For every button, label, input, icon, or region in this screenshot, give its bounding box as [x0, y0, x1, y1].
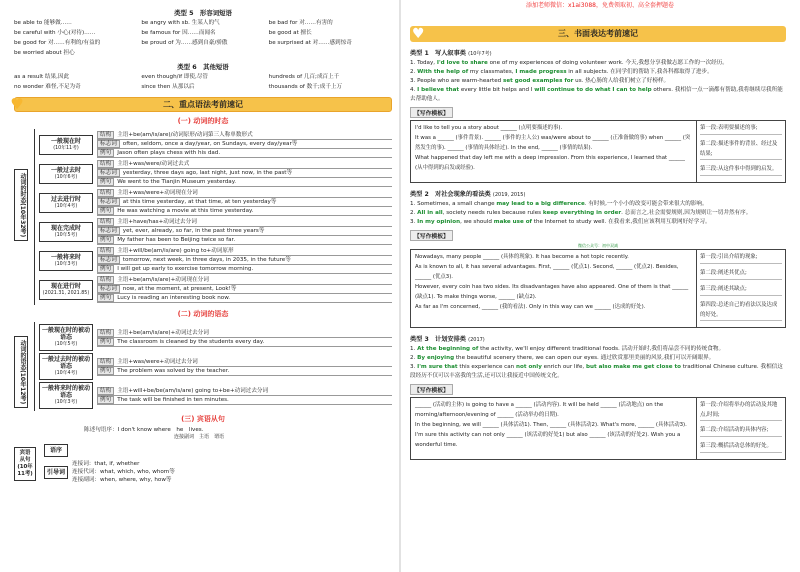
- template-line: As is known to all, it has several advantages. First, ______ (优点1). Second, ______ (优点2). Besides, ______ (优点3).: [415, 264, 679, 280]
- phrase-item: as a result 结果,因此: [14, 74, 70, 80]
- tense-row: [97, 247, 392, 256]
- tense-note: (2021.31, 2021.85): [42, 290, 90, 296]
- template3-box: [410, 397, 786, 460]
- voice-note: (10年4考): [54, 371, 78, 376]
- tense-row: [97, 227, 392, 236]
- type1-heading: 类型 1 写人叙事类 (10年7考): [410, 50, 492, 57]
- key-phrase: I believe that: [417, 87, 460, 93]
- voice-group: [39, 353, 392, 380]
- type3-sentences: [410, 345, 786, 381]
- sentence-text: this experience can: [457, 364, 516, 370]
- clause-subtitle: (三) 宾语从句: [181, 415, 225, 423]
- tense-name-text: 现在进行时: [50, 282, 81, 290]
- tense-row-text: 主语+was/were/动词过去式: [117, 161, 190, 167]
- voice-name: [39, 382, 93, 409]
- sentence: [410, 59, 786, 68]
- voice-name: [39, 324, 93, 351]
- sentence-text: 3.: [410, 219, 418, 225]
- key-phrase: will continue to do what I can to help: [534, 87, 652, 93]
- template-line: I'd like to tell you a story about ______ (点明要描述的事).: [415, 125, 563, 131]
- key-phrase: In my opinion: [417, 219, 461, 225]
- sentence-text: enrich our life,: [541, 364, 586, 370]
- phrase-item: be famous for 因……而闻名: [141, 30, 216, 36]
- tense-row-text: at this time yesterday, at that time, at ten yesterday等: [122, 199, 277, 205]
- tense-row-text: tomorrow, next week, in three days, in 2035, in the future等: [122, 257, 291, 263]
- tense-rows: [97, 131, 392, 158]
- voice-group: [39, 382, 392, 409]
- tense-row-text: Lucy is reading an interesting book now.: [117, 295, 231, 301]
- template-step: 第一段:引出介绍的现象;: [700, 252, 782, 264]
- tense-row: [97, 207, 392, 216]
- key-phrase: I'm sure that: [417, 364, 458, 370]
- sentence-text: my classmates,: [468, 69, 516, 75]
- voice-row: [97, 396, 392, 405]
- sentence: [410, 209, 786, 218]
- tense-row-text: He was watching a movie at this time yesterday.: [117, 208, 254, 214]
- template-body: [411, 250, 697, 327]
- tense-name: [39, 135, 93, 155]
- tense-row: [97, 294, 392, 303]
- voice-label: 动词的语态(10年12考): [14, 336, 28, 408]
- tense-row: [97, 276, 392, 285]
- voice-tree: [14, 322, 392, 411]
- tense-row-key: 例句: [97, 236, 114, 244]
- sentence-text: 2.: [410, 69, 418, 75]
- template1-box: [410, 120, 786, 183]
- template-step: 第一段:表明要描述的事;: [700, 123, 782, 135]
- tense-row-text: 主语+was/were+动词现在分词: [117, 190, 198, 196]
- template-step: 第三段:阐述其缺点;: [700, 284, 782, 296]
- tense-row-key: 结构: [97, 131, 114, 139]
- tense-name: [39, 222, 93, 242]
- template2-box: [410, 249, 786, 328]
- right-page: [400, 0, 800, 572]
- tense-rows: [97, 247, 392, 274]
- sentence: [410, 86, 786, 104]
- type5-phrases: [14, 20, 392, 57]
- template-step: 第三段:概括活动总体的好处。: [700, 441, 782, 453]
- key-phrase: By enjoying: [417, 355, 455, 361]
- section3-banner: [410, 26, 786, 42]
- key-phrase: I made progress: [515, 69, 567, 75]
- sentence-text: others. 我相信一点一滴都有帮助,我将继续尽我所能去帮助他人。: [410, 87, 783, 102]
- template-line: ______ (活动的主体) is going to have a ______ (活动内容). It will be held ______ (活动地点) on the morning/afternoon/evening of ______ (活动举办的日期).: [415, 402, 664, 418]
- sentence-text: , society needs rules because rules: [442, 210, 543, 216]
- sentence: [410, 363, 786, 381]
- key-phrase: At the beginning of: [417, 346, 479, 352]
- clause-intro-label: 引导词: [44, 466, 68, 479]
- tense-note: (10年5考): [54, 232, 78, 238]
- template-line: What happened that day left me with a deep impression. From this experience, I learned that ______ (从中得到的启发或经验).: [415, 155, 686, 171]
- key-phrase: With the help of: [417, 69, 469, 75]
- tense-label: 动词的时态(10年32考): [14, 169, 28, 241]
- tense-row-text: My father has been to Beijing twice so far.: [117, 237, 236, 243]
- type1-sentences: [410, 59, 786, 104]
- voice-row-key: 例句: [97, 396, 114, 404]
- template-side: [697, 121, 785, 182]
- phrase-item: even though/if 即使,尽管: [141, 74, 208, 80]
- tense-name-text: 一般过去时: [50, 166, 81, 174]
- phrase-item: be bad for 对……有害的: [268, 20, 333, 26]
- clause-order-label: 语序: [44, 444, 68, 457]
- sentence-text: 4.: [410, 87, 418, 93]
- template-side: [697, 398, 785, 459]
- tense-row-key: 例句: [97, 265, 114, 273]
- tense-row: [97, 160, 392, 169]
- phrase-item: be good at 擅长: [268, 30, 312, 36]
- tense-row-text: We went to the Tianjin Museum yesterday.: [117, 179, 236, 185]
- tense-row-key: 例句: [97, 178, 114, 186]
- sentence-text: traditional Chinese culture. 我相信这段经历不仅可以丰富我的生活,还可以让我接近中国传统文化。: [410, 364, 783, 379]
- phrase-item: be surprised at 对……感到惊奇: [268, 40, 352, 46]
- tense-row-text: 主语+have/has+动词过去分词: [117, 219, 197, 225]
- sentence-text: in all subjects. 在同学们的帮助下,我各科都取得了进步。: [566, 69, 713, 75]
- voice-row: [97, 367, 392, 376]
- tense-row-key: 标志词: [97, 285, 120, 293]
- tense-rows: [97, 160, 392, 187]
- voice-groups: [34, 322, 392, 411]
- clause-label: 宾语从句(10年11考): [14, 447, 36, 481]
- tense-group: [39, 189, 392, 216]
- voice-name-text: 一般现在时的被动语态: [41, 327, 90, 341]
- sentence-text: one of my experiences of doing volunteer work. 今天,我想分享我做志愿工作的一次经历。: [487, 60, 728, 66]
- type6-title: 类型 6 其他短语: [177, 63, 229, 71]
- sentence: [410, 218, 786, 227]
- sentence: [410, 68, 786, 77]
- tense-row-key: 标志词: [97, 198, 120, 206]
- voice-row: [97, 329, 392, 338]
- key-phrase: keep everything in order: [542, 210, 622, 216]
- tense-row: [97, 140, 392, 149]
- tense-row-text: I will get up early to exercise tomorrow morning.: [117, 266, 254, 272]
- template-body: [411, 398, 697, 459]
- voice-row-key: 结构: [97, 329, 114, 337]
- type2-heading: 类型 2 对社会现象的看法类 (2019, 2015): [410, 191, 526, 198]
- tense-row: [97, 189, 392, 198]
- type6-phrases: [14, 74, 392, 91]
- heart-icon: ♥: [10, 95, 24, 113]
- watermark-note: 添加老师微信：x1ai3088，免费领取初、高全套押题卷: [526, 2, 674, 9]
- tense-name-text: 过去进行时: [50, 195, 81, 203]
- tense-row-text: 主语+be(am/is/are)+动词现在分词: [117, 277, 209, 283]
- voice-name: [39, 353, 93, 380]
- voice-row: [97, 338, 392, 347]
- sentence-text: , we should: [460, 219, 494, 225]
- phrase-item: [269, 50, 392, 57]
- voice-row-key: 结构: [97, 387, 114, 395]
- template-step: 第二段:介绍活动的具体内容;: [700, 425, 782, 437]
- phrase-item: [141, 50, 264, 57]
- key-phrase: All in all: [417, 210, 443, 216]
- clause-pred: 陈述句语序：I don't know where he lives.: [84, 427, 204, 433]
- template-step: 第三段:从这件事中得到的启发。: [700, 164, 782, 176]
- tense-row-key: 例句: [97, 294, 114, 302]
- section2-banner: [10, 95, 392, 113]
- sentence: [410, 345, 786, 354]
- tense-row-key: 标志词: [97, 140, 120, 148]
- sentence-text: 3. People who are warm-hearted: [410, 78, 503, 84]
- tense-group: [39, 218, 392, 245]
- tense-row: [97, 131, 392, 140]
- voice-rows: [97, 387, 392, 405]
- tense-row: [97, 149, 392, 158]
- clause-pred-sub: 连接副词 主语 谓语: [174, 434, 225, 440]
- tense-row: [97, 198, 392, 207]
- sentence: [410, 354, 786, 363]
- tense-row-key: 例句: [97, 149, 114, 157]
- tense-row-key: 标志词: [97, 169, 120, 177]
- sentence-text: 1. Sometimes, a small change: [410, 201, 497, 207]
- sentence: [410, 77, 786, 86]
- tense-row-key: 标志词: [97, 256, 120, 264]
- voice-rows: [97, 358, 392, 376]
- clause-adv: 连接副词：when, where, why, how等: [72, 477, 172, 483]
- template-line: As far as I'm concerned, ______ (我的看法). Only in this way can we ______ (达成的好处).: [415, 304, 646, 310]
- voice-row-text: The classroom is cleaned by the students every day.: [117, 338, 265, 345]
- voice-row-key: 例句: [97, 338, 114, 346]
- tense-row: [97, 285, 392, 294]
- tense-row: [97, 256, 392, 265]
- tense-row-key: 结构: [97, 160, 114, 168]
- tense-row: [97, 265, 392, 274]
- template-line: However, every coin has two sides. Its disadvantages have also appeared. One of them is that ______ (缺点1). To make things worse, ______ (缺点2).: [415, 284, 689, 300]
- tense-row-text: often, seldom, once a day/year, on Sundays, every day/year等: [122, 141, 298, 147]
- tense-note: (10年4考): [54, 203, 78, 209]
- tense-tree: [14, 129, 392, 305]
- voice-rows: [97, 329, 392, 347]
- sentence-text: the beautiful scenery there, we can open our eyes. 通过欣赏那里美丽的风景,我们可以开阔眼界。: [454, 355, 715, 361]
- key-phrase: may lead to a big difference: [496, 201, 585, 207]
- key-phrase: set good examples for: [502, 78, 574, 84]
- sentence-text: . 有时候,一个小小的改变可能会带来很大的影响。: [584, 201, 708, 207]
- template-body: [411, 121, 697, 182]
- sentence-text: 2.: [410, 210, 418, 216]
- tense-note: (10年6考): [54, 174, 78, 180]
- voice-subtitle: (二) 动词的语态: [177, 310, 229, 318]
- phrase-item: be worried about 担心: [14, 50, 75, 56]
- template-step: 第二段:描述事件的背景、经过及结果;: [700, 139, 782, 160]
- template-step: 第二段:阐述其优点;: [700, 268, 782, 280]
- sentence-text: 1. Today,: [410, 60, 437, 66]
- sentence-text: 3.: [410, 364, 418, 370]
- clause-branches: [44, 444, 175, 484]
- tense-group: [39, 131, 392, 158]
- voice-row-text: The task will be finished in ten minutes.: [117, 396, 229, 403]
- tense-groups: [34, 129, 392, 305]
- template-line: Nowadays, many people ______ (具体的现象). It has become a hot topic recently.: [415, 254, 629, 260]
- heart-icon: ♥: [412, 26, 425, 42]
- sentence-text: 1.: [410, 346, 418, 352]
- tense-row-key: 结构: [97, 189, 114, 197]
- tense-row-text: Jason often plays chess with his dad.: [117, 150, 221, 156]
- tense-row-text: 主语+be(am/is/are)/动词原形/动词第三人称单数形式: [117, 132, 253, 138]
- phrase-item: thousands of 数千;成千上万: [268, 84, 343, 90]
- tense-row-key: 结构: [97, 247, 114, 255]
- voice-row-text: The problem was solved by the teacher.: [117, 367, 230, 374]
- voice-row-key: 例句: [97, 367, 114, 375]
- sentence-text: us. 热心肠的人给我们树立了好榜样。: [573, 78, 670, 84]
- tense-name: [39, 193, 93, 213]
- clause-pron: 连接代词：what, which, who, whom等: [72, 469, 175, 475]
- tense-row-key: 标志词: [97, 227, 120, 235]
- tense-row-text: yet, ever, already, so far, in the past three years等: [122, 228, 265, 234]
- tense-row: [97, 236, 392, 245]
- phrase-item: be good for 对……有利的/有益的: [14, 40, 101, 46]
- phrase-item: be proud of 为……感到自豪/骄傲: [141, 40, 228, 46]
- tense-row-key: 例句: [97, 207, 114, 215]
- tense-group: [39, 160, 392, 187]
- tense-rows: [97, 218, 392, 245]
- tense-name: [39, 280, 93, 300]
- sentence-text: the Internet to study well. 在我看来,我们应该利用互联网好好学习。: [531, 219, 711, 225]
- phrase-item: be careful with 小心(对待)……: [14, 30, 96, 36]
- voice-row-key: 结构: [97, 358, 114, 366]
- phrase-item: be able to 能够做……: [14, 20, 72, 26]
- tense-rows: [97, 189, 392, 216]
- tense-name-text: 一般现在时: [50, 137, 81, 145]
- section2-title: 二、重点语法考前速记: [163, 100, 243, 109]
- tense-rows: [97, 276, 392, 303]
- clause-tree: [14, 444, 392, 484]
- type5-title: 类型 5 形容词短语: [174, 9, 232, 17]
- phrase-item: no wonder 难怪,不足为奇: [14, 84, 81, 90]
- tense-note: (10年11考): [53, 145, 79, 151]
- key-phrase: not only: [516, 364, 542, 370]
- tense-name-text: 现在完成时: [50, 224, 81, 232]
- phrase-item: be angry with sb. 生某人的气: [141, 20, 220, 26]
- tense-row: [97, 178, 392, 187]
- template2-head: 【写作模板】: [410, 230, 453, 241]
- phrase-item: since then 从那以后: [141, 84, 195, 90]
- tense-row: [97, 169, 392, 178]
- voice-note: (10年5考): [54, 342, 78, 347]
- clause-conj: 连接词：that, if, whether: [72, 461, 140, 467]
- template-side: [697, 250, 785, 327]
- template-step: 第一段:介绍将举办的活动及其地点,时间;: [700, 400, 782, 421]
- type3-heading: 类型 3 计划安排类 (2017): [410, 336, 485, 343]
- template1-head: 【写作模板】: [410, 107, 453, 118]
- voice-row: [97, 387, 392, 396]
- tense-name-text: 一般将来时: [50, 253, 81, 261]
- voice-row-text: 主语+will+be/be(am/is/are) going to+be+动词过去分词: [117, 387, 269, 394]
- template3-head: 【写作模板】: [410, 384, 453, 395]
- sentence: [410, 200, 786, 209]
- sentence-text: the activity, we'll enjoy different traditional foods. 活动开始时,我们将品尝不同的传统食物。: [478, 346, 725, 352]
- voice-group: [39, 324, 392, 351]
- key-phrase: I'd love to share: [436, 60, 488, 66]
- tense-group: [39, 247, 392, 274]
- tense-name: [39, 164, 93, 184]
- template-line: In the beginning, we will ______ (具体活动1). Then, ______ (具体活动2). What's more, ______ (具体活动3).: [415, 422, 687, 428]
- voice-row-text: 主语+be(am/is/are)+动词过去分词: [117, 329, 209, 336]
- tense-row: [97, 218, 392, 227]
- sentence-text: . 总而言之,社会需要规则,因为规则让一切井然有序。: [621, 210, 752, 216]
- key-phrase: make use of: [493, 219, 532, 225]
- voice-row: [97, 358, 392, 367]
- tense-row-key: 结构: [97, 276, 114, 284]
- voice-name-text: 一般将来时的被动语态: [41, 385, 90, 399]
- tense-row-text: 主语+will/be(am/is/are) going to+动词原形: [117, 248, 234, 254]
- tense-name: [39, 251, 93, 271]
- tense-note: (10年3考): [54, 261, 78, 267]
- sentence-text: every little bit helps and I: [459, 87, 535, 93]
- voice-name-text: 一般过去时的被动语态: [41, 356, 90, 370]
- voice-note: (10年3考): [54, 400, 78, 405]
- tense-subtitle: (一) 动词的时态: [177, 117, 229, 125]
- phrase-item: hundreds of 几百;成百上千: [268, 74, 340, 80]
- template-step: 第四段:总述自己的看法以及达成的好处。: [700, 300, 782, 321]
- type2-sentences: [410, 200, 786, 227]
- template-line: It was a ______ (事件背景). ______ (事件的主人公) was/were about to ______ (正准备做的事) when ______ (突然发生的事). ______ (事情的具体经过). In the end, ______ (事情的结果).: [415, 135, 691, 151]
- tense-row-text: yesterday, three days ago, last night, just now, in the past等: [122, 170, 293, 176]
- sentence-text: 2.: [410, 355, 418, 361]
- tense-row-key: 结构: [97, 218, 114, 226]
- section3-title: 三、书面表达考前速记: [558, 29, 638, 38]
- template-line: I'm sure this activity can not only ______ (该活动的好处1) but also ______ (该活动的好处2). Wish you a wonderful time.: [415, 432, 681, 448]
- key-phrase: but also make me get close to: [585, 364, 681, 370]
- watermark-small: 微信公众号：初中双减: [578, 243, 618, 248]
- voice-row-text: 主语+was/were+动词过去分词: [117, 358, 198, 365]
- tense-group: [39, 276, 392, 303]
- tense-row-text: now, at the moment, at present, Look!等: [122, 286, 237, 292]
